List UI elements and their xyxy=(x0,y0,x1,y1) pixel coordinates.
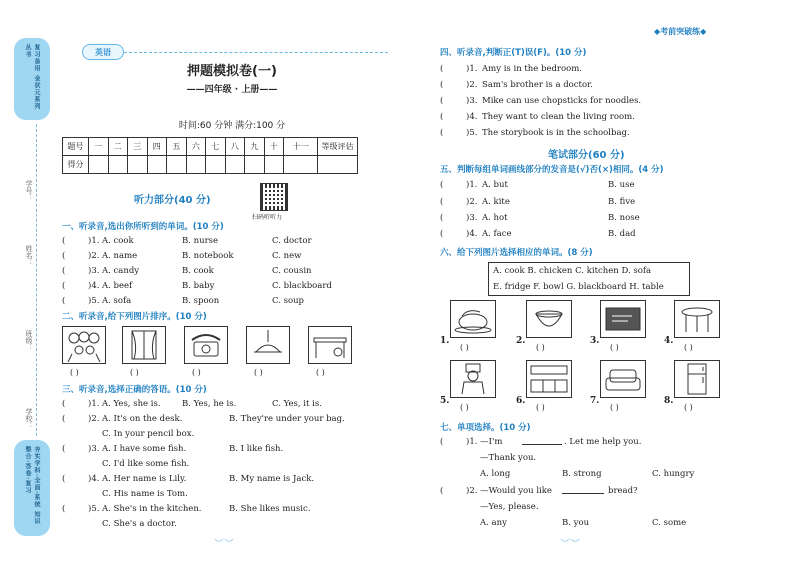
binding-cut-line xyxy=(36,124,37,436)
picture-sofa xyxy=(600,360,646,398)
statement: Sam's brother is a doctor. xyxy=(482,80,593,90)
option-b: B. cook xyxy=(182,266,214,276)
score-header: 五 xyxy=(167,138,187,156)
option-b: B. My name is Jack. xyxy=(229,474,315,484)
picture-desk xyxy=(308,326,352,364)
answer-paren[interactable]: ( ) xyxy=(610,403,619,412)
option-c: C. I'd like some fish. xyxy=(102,459,190,469)
word-bank-line: E. fridge F. bowl G. blackboard H. table xyxy=(493,282,664,292)
q1-title: 一、听录音,选出你所听到的单词。(10 分) xyxy=(62,222,224,232)
score-header: 七 xyxy=(206,138,226,156)
item-number: )3. xyxy=(88,444,100,454)
picture-family xyxy=(62,326,106,364)
option-a: A. beef xyxy=(102,281,133,291)
option-b: B. notebook xyxy=(182,251,234,261)
option-b: B. nurse xyxy=(182,236,219,246)
option-c: C. She's a doctor. xyxy=(102,519,177,529)
option-a: A. Yes, she is. xyxy=(102,399,161,409)
binding-bottom-label: 夯实学科·全面·系统 知识整合·答卷·复习 xyxy=(24,446,40,526)
item-number: )4. xyxy=(466,229,478,239)
picture-chicken xyxy=(450,300,496,338)
answer-paren[interactable]: ( xyxy=(62,281,66,291)
picture-number: 4. xyxy=(664,336,674,346)
word-bank xyxy=(488,262,690,296)
option-a: A. sofa xyxy=(102,296,132,306)
picture-cook xyxy=(450,360,496,398)
item-number: )1. xyxy=(466,180,478,190)
score-cell[interactable] xyxy=(206,156,226,174)
word-bank-line: A. cook B. chicken C. kitchen D. sofa xyxy=(493,266,652,276)
answer-paren[interactable]: ( ) xyxy=(192,368,201,377)
q7-title: 七、单项选择。(10 分) xyxy=(440,423,531,433)
item-number: )1. xyxy=(466,64,478,74)
answer-paren[interactable]: ( xyxy=(62,251,66,261)
page-decoration: ︶︶ xyxy=(214,539,234,550)
item-number: )4. xyxy=(88,474,100,484)
score-cell[interactable] xyxy=(284,156,318,174)
answer-paren[interactable]: ( ) xyxy=(536,403,545,412)
answer-paren[interactable]: ( xyxy=(440,213,444,223)
qr-label: 扫码听听力 xyxy=(252,214,283,221)
option-b: B. I like fish. xyxy=(229,444,284,454)
answer-paren[interactable]: ( ) xyxy=(70,368,79,377)
score-header: 等级评估 xyxy=(318,138,358,156)
item-number: )5. xyxy=(88,296,100,306)
field-class: 班级： xyxy=(25,330,33,351)
binding-strip xyxy=(14,38,50,538)
option-b: B. dad xyxy=(608,229,636,239)
reply-text: —Yes, please. xyxy=(480,502,539,512)
answer-paren[interactable]: ( xyxy=(440,180,444,190)
option-a: A. She's in the kitchen. xyxy=(102,504,202,514)
score-cell[interactable] xyxy=(225,156,245,174)
item-number: )1. xyxy=(88,236,100,246)
picture-fridge xyxy=(674,360,720,398)
item-number: )2. xyxy=(88,414,100,424)
item-number: )4. xyxy=(466,112,478,122)
answer-paren[interactable]: ( ) xyxy=(460,403,469,412)
page-decoration: ︶︶ xyxy=(560,539,580,550)
option-c: C. new xyxy=(272,251,302,261)
option-c: C. hungry xyxy=(652,469,695,479)
option-b: B. use xyxy=(608,180,635,190)
item-number: )2. xyxy=(88,251,100,261)
answer-paren[interactable]: ( ) xyxy=(254,368,263,377)
answer-paren[interactable]: ( xyxy=(440,80,444,90)
q4-title: 四、听录音,判断正(T)误(F)。(10 分) xyxy=(440,48,587,58)
answer-paren[interactable]: ( ) xyxy=(316,368,325,377)
option-b: B. you xyxy=(562,518,590,528)
written-part-title: 笔试部分(60 分) xyxy=(548,150,625,161)
option-c: C. cousin xyxy=(272,266,312,276)
option-b: B. strong xyxy=(562,469,602,479)
option-c: C. In your pencil box. xyxy=(102,429,195,439)
option-c: C. soup xyxy=(272,296,304,306)
score-row-label: 得分 xyxy=(63,156,89,174)
answer-paren[interactable]: ( ) xyxy=(130,368,139,377)
answer-paren[interactable]: ( xyxy=(440,437,444,447)
field-school: 学校： xyxy=(25,408,33,429)
picture-table xyxy=(674,300,720,338)
answer-paren[interactable]: ( xyxy=(62,414,66,424)
field-name: 姓名： xyxy=(25,245,33,266)
answer-paren[interactable]: ( xyxy=(62,266,66,276)
score-cell[interactable] xyxy=(147,156,167,174)
answer-paren[interactable]: ( xyxy=(440,128,444,138)
answer-paren[interactable]: ( ) xyxy=(610,343,619,352)
option-b: B. spoon xyxy=(182,296,220,306)
option-b: B. Yes, he is. xyxy=(182,399,237,409)
answer-paren[interactable]: ( xyxy=(440,64,444,74)
binding-bottom-badge xyxy=(14,440,50,536)
corner-label: ◆考前突破练◆ xyxy=(654,27,707,36)
picture-window xyxy=(122,326,166,364)
option-a: A. any xyxy=(480,518,507,528)
q3-title: 三、听录音,选择正确的答语。(10 分) xyxy=(62,385,207,395)
answer-paren[interactable]: ( xyxy=(440,96,444,106)
item-number: )5. xyxy=(466,128,478,138)
q5-title: 五、判断每组单词画线部分的发音是(√)否(×)相同。(4 分) xyxy=(440,165,664,175)
answer-blank[interactable] xyxy=(522,437,562,445)
score-header: 三 xyxy=(128,138,148,156)
answer-paren[interactable]: ( xyxy=(440,197,444,207)
question-text: )1. —I'm xyxy=(466,437,503,447)
score-cell[interactable] xyxy=(167,156,187,174)
picture-number: 1. xyxy=(440,336,450,346)
option-b: B. five xyxy=(608,197,636,207)
picture-lamp xyxy=(246,326,290,364)
option-b: B. She likes music. xyxy=(229,504,311,514)
answer-paren[interactable]: ( xyxy=(440,112,444,122)
answer-paren[interactable]: ( xyxy=(62,296,66,306)
subject-tag: 英语 xyxy=(82,44,124,60)
binding-top-label: 复习备用 金状元系列丛书 xyxy=(24,44,40,111)
picture-number: 2. xyxy=(516,336,526,346)
answer-paren[interactable]: ( xyxy=(62,399,66,409)
q6-title: 六、给下列图片选择相应的单词。(8 分) xyxy=(440,248,593,258)
option-c: C. doctor xyxy=(272,236,312,246)
answer-paren[interactable]: ( xyxy=(62,504,66,514)
picture-kitchen xyxy=(526,360,572,398)
item-number: )3. xyxy=(88,266,100,276)
picture-number: 8. xyxy=(664,396,674,406)
answer-paren[interactable]: ( ) xyxy=(536,343,545,352)
answer-paren[interactable]: ( xyxy=(440,229,444,239)
score-header: 十一 xyxy=(284,138,318,156)
item-number: )2. xyxy=(466,197,478,207)
option-b: B. baby xyxy=(182,281,215,291)
answer-paren[interactable]: ( ) xyxy=(684,403,693,412)
option-c: C. blackboard xyxy=(272,281,332,291)
score-cell[interactable] xyxy=(245,156,265,174)
field-student-id: 学号： xyxy=(25,180,33,201)
picture-number: 3. xyxy=(590,336,600,346)
item-number: )1. xyxy=(88,399,100,409)
option-a: A. Her name is Lily. xyxy=(102,474,187,484)
exam-title: 押题模拟卷(一) xyxy=(187,64,277,79)
score-cell[interactable] xyxy=(128,156,148,174)
score-header: 六 xyxy=(186,138,206,156)
item-number: )5. xyxy=(88,504,100,514)
option-a: A. long xyxy=(480,469,511,479)
answer-paren[interactable]: ( xyxy=(62,236,66,246)
statement: The storybook is in the schoolbag. xyxy=(482,128,630,138)
option-a: A. face xyxy=(482,229,512,239)
option-a: A. I have some fish. xyxy=(102,444,187,454)
answer-blank[interactable] xyxy=(562,486,604,494)
picture-number: 6. xyxy=(516,396,526,406)
statement: Amy is in the bedroom. xyxy=(482,64,582,74)
picture-bowl xyxy=(526,300,572,338)
picture-number: 7. xyxy=(590,396,600,406)
score-row xyxy=(63,156,358,174)
statement: Mike can use chopsticks for noodles. xyxy=(482,96,642,106)
option-b: B. nose xyxy=(608,213,640,223)
score-table xyxy=(62,137,358,174)
score-header: 四 xyxy=(147,138,167,156)
listening-part-title: 听力部分(40 分) xyxy=(134,195,211,206)
question-text: bread? xyxy=(608,486,638,496)
binding-top-badge xyxy=(14,38,50,120)
answer-paren[interactable]: ( xyxy=(62,444,66,454)
picture-blackboard xyxy=(600,300,646,338)
option-c: C. His name is Tom. xyxy=(102,489,188,499)
option-b: B. They're under your bag. xyxy=(229,414,345,424)
score-header-row xyxy=(63,138,358,156)
item-number: )3. xyxy=(466,96,478,106)
score-cell[interactable] xyxy=(318,156,358,174)
option-a: A. cook xyxy=(102,236,134,246)
score-cell[interactable] xyxy=(108,156,128,174)
picture-number: 5. xyxy=(440,396,450,406)
qr-code-icon[interactable] xyxy=(260,183,288,211)
score-header: 十 xyxy=(264,138,284,156)
score-header: 一 xyxy=(89,138,109,156)
item-number: )2. xyxy=(466,80,478,90)
statement: They want to clean the living room. xyxy=(482,112,635,122)
option-a: A. hot xyxy=(482,213,508,223)
option-a: A. candy xyxy=(102,266,140,276)
time-info: 时间:60 分钟 满分:100 分 xyxy=(178,121,286,131)
option-a: A. It's on the desk. xyxy=(102,414,183,424)
item-number: )3. xyxy=(466,213,478,223)
option-a: A. name xyxy=(102,251,138,261)
answer-paren[interactable]: ( ) xyxy=(684,343,693,352)
picture-phone xyxy=(184,326,228,364)
q2-title: 二、听录音,给下列图片排序。(10 分) xyxy=(62,312,207,322)
score-cell[interactable] xyxy=(264,156,284,174)
answer-paren[interactable]: ( xyxy=(62,474,66,484)
question-text: )2. —Would you like xyxy=(466,486,552,496)
option-a: A. kite xyxy=(482,197,510,207)
score-header: 题号 xyxy=(63,138,89,156)
score-header: 八 xyxy=(225,138,245,156)
score-header: 二 xyxy=(108,138,128,156)
option-c: C. some xyxy=(652,518,687,528)
item-number: )4. xyxy=(88,281,100,291)
reply-text: —Thank you. xyxy=(480,453,537,463)
exam-subtitle: ——四年级 · 上册—— xyxy=(186,85,278,95)
score-cell[interactable] xyxy=(186,156,206,174)
option-a: A. but xyxy=(482,180,508,190)
answer-paren[interactable]: ( xyxy=(440,486,444,496)
question-text: . Let me help you. xyxy=(564,437,642,447)
option-c: C. Yes, it is. xyxy=(272,399,322,409)
score-header: 九 xyxy=(245,138,265,156)
header-divider xyxy=(124,52,388,53)
answer-paren[interactable]: ( ) xyxy=(460,343,469,352)
score-cell[interactable] xyxy=(89,156,109,174)
